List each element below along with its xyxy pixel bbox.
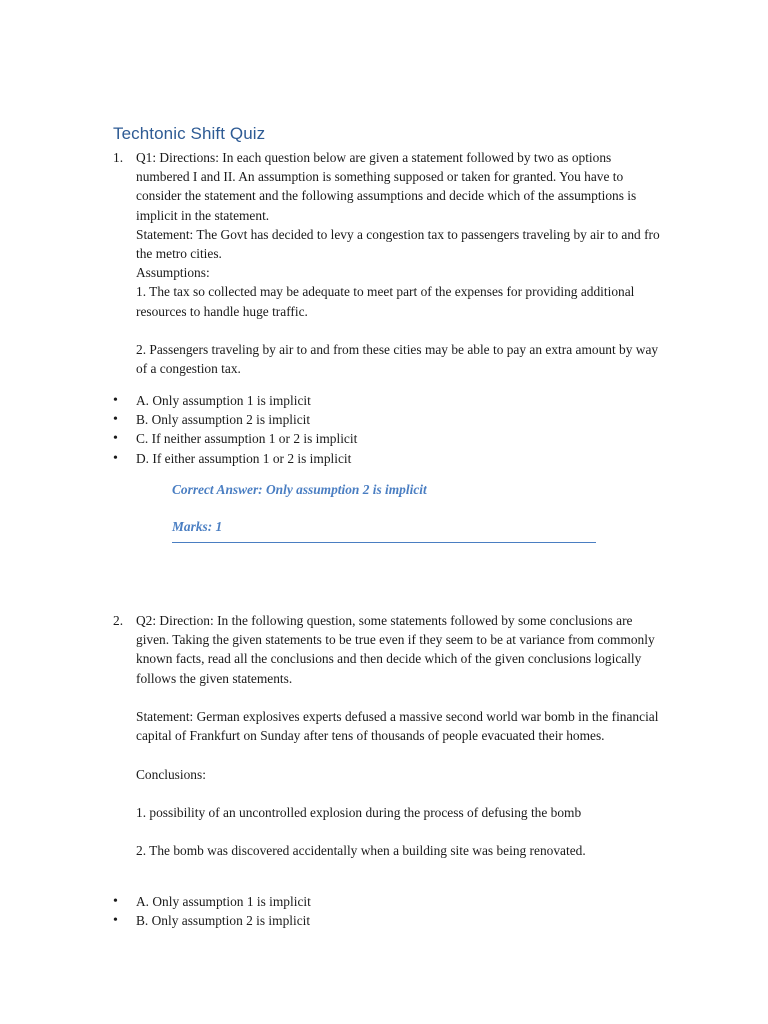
question-1-assumptions-heading: Assumptions: (136, 265, 210, 281)
question-2-conclusion-1: 1. possibility of an uncontrolled explosion during the process of defusing the bomb (136, 804, 582, 820)
question-1-answer-box (172, 480, 596, 543)
paragraph-gap (136, 688, 666, 707)
question-2-statement: Statement: German explosives experts defused a massive second world war bomb in the financial capital of Frankfurt on Sunday after tens of thousands of people evacuated their homes. (136, 709, 659, 744)
question-1-number: 1. (113, 150, 124, 165)
paragraph-gap (136, 784, 666, 803)
question-1-assumption-1: 1. The tax so collected may be adequate to meet part of the expenses for providing additional resources to handle huge traffic. (136, 284, 635, 319)
document-title: Techtonic Shift Quiz (113, 124, 266, 143)
question-1-option-c: • C. If neither assumption 1 or 2 is implicit (113, 429, 357, 448)
bullet-icon: • (113, 450, 118, 466)
question-1-marks: Marks: 1 (172, 519, 223, 535)
bullet-icon: • (113, 412, 118, 428)
paragraph-gap (136, 822, 666, 841)
question-1-directions: Q1: Directions: In each question below are given a statement followed by two as options numbered I and II. An assumption is something supposed or taken for granted. You have to consider the statement and the following assumptions and decide which of the assumptions is implicit in the statement. (136, 150, 637, 223)
question-2-options (113, 892, 311, 930)
question-2-conclusions-heading: Conclusions: (136, 766, 206, 782)
bullet-icon: • (113, 894, 118, 909)
paragraph-gap (136, 321, 666, 340)
question-2-directions: Q2: Direction: In the following question, some statements followed by some conclusions are given. Taking the given statements to be true even if they seem to be at variance from commonly known facts, read all the conclusions and then decide which of the given conclusions logically follows the given statements. (136, 613, 655, 686)
question-1-options (113, 391, 357, 468)
question-2-conclusion-2: 2. The bomb was discovered accidentally when a building site was being renovated. (136, 843, 586, 859)
question-1-statement: Statement: The Govt has decided to levy a congestion tax to passengers traveling by air to and fro the metro cities. (136, 226, 660, 262)
question-2-option-a: • A. Only assumption 1 is implicit (113, 892, 311, 911)
question-2-number: 2. (113, 613, 124, 628)
question-1-option-a: • A. Only assumption 1 is implicit (113, 391, 357, 410)
bullet-icon: • (113, 431, 118, 447)
question-1-body (136, 148, 666, 378)
bullet-icon: • (113, 913, 118, 929)
question-1-assumption-2: 2. Passengers traveling by air to and from these cities may be able to pay an extra amount by way of a congestion tax. (136, 342, 659, 377)
paragraph-gap (136, 745, 666, 764)
question-1-correct-answer: Correct Answer: Only assumption 2 is implicit (172, 482, 427, 497)
bullet-icon: • (113, 393, 118, 408)
question-1-option-b: • B. Only assumption 2 is implicit (113, 410, 357, 429)
question-2-option-b: • B. Only assumption 2 is implicit (113, 911, 311, 930)
question-2-body (136, 611, 666, 861)
question-1-option-d: • D. If either assumption 1 or 2 is implicit (113, 449, 357, 468)
